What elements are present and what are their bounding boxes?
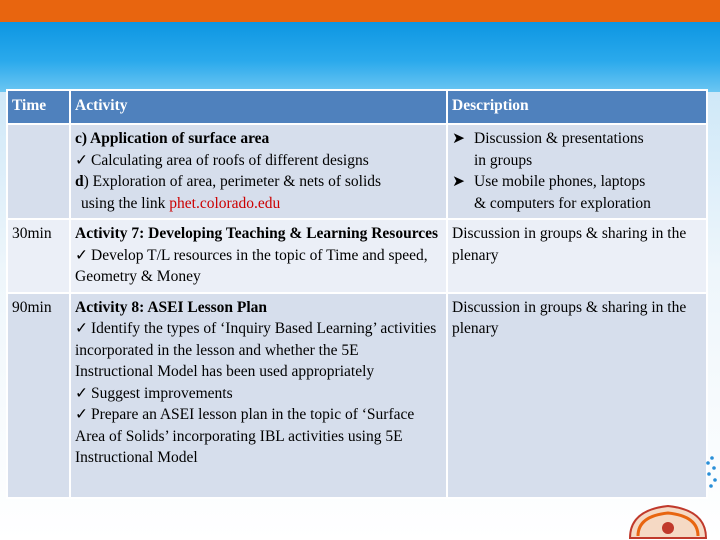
- activity-item: ✓ Prepare an ASEI lesson plan in the topic of ‘Surface Area of Solids’ incorporating IBL activities using 5E Instructional Model: [75, 404, 440, 469]
- table-header-row: [7, 90, 707, 124]
- activity-item: ✓ Identify the types of ‘Inquiry Based Learning’ activities incorporated in the lesson and whether the 5E Instructional Model has been used appropriately: [75, 318, 440, 383]
- header-activity: Activity: [70, 90, 447, 124]
- time-cell: 30min: [7, 219, 70, 293]
- activity-cell: [70, 219, 447, 293]
- phet-link[interactable]: phet.colorado.edu: [169, 194, 281, 212]
- table-row: [7, 219, 707, 293]
- activity-title: Activity 8: ASEI Lesson Plan: [75, 298, 268, 316]
- checkmark-icon: [75, 385, 91, 402]
- description-cell: [447, 219, 707, 293]
- activity-cell: [70, 124, 447, 219]
- arrow-bullet-icon: ➤: [452, 130, 465, 147]
- checkmark-icon: [75, 320, 91, 337]
- schedule-table: [6, 89, 708, 499]
- table-row: [7, 293, 707, 498]
- time-cell: [7, 124, 70, 219]
- activity-link-line: using the link phet.colorado.edu: [81, 194, 281, 212]
- activity-item: ✓ Suggest improvements: [75, 383, 440, 405]
- checkmark-icon: [75, 406, 91, 423]
- description-text: Discussion in groups & sharing in the plenary: [452, 298, 687, 337]
- arrow-bullet-icon: ➤: [452, 173, 465, 190]
- activity-title: Activity 7: Developing Teaching & Learning Resources: [75, 225, 439, 242]
- description-cell: [447, 124, 707, 219]
- description-bullet: ➤ Discussion & presentations in groups: [452, 128, 700, 171]
- description-bullet: ➤ Use mobile phones, laptops & computers for exploration: [452, 171, 700, 214]
- top-accent-bar: [0, 0, 720, 22]
- activity-title: c) Application of surface area: [75, 130, 270, 147]
- activity-item: ✓ Calculating area of roofs of different designs: [75, 150, 440, 172]
- title-banner: [0, 22, 720, 92]
- header-description: Description: [447, 90, 707, 124]
- activity-item: ✓ Develop T/L resources in the topic of Time and speed, Geometry & Money: [75, 245, 440, 288]
- institution-logo-icon: [616, 450, 720, 540]
- checkmark-icon: [75, 247, 91, 264]
- table-row: [7, 124, 707, 219]
- checkmark-icon: [75, 152, 91, 169]
- header-time: Time: [7, 90, 70, 124]
- time-cell: 90min: [7, 293, 70, 498]
- description-text: Discussion in groups & sharing in the plenary: [452, 225, 687, 264]
- activity-cell: [70, 293, 447, 498]
- activity-item: d) Exploration of area, perimeter & nets of solids: [75, 173, 382, 190]
